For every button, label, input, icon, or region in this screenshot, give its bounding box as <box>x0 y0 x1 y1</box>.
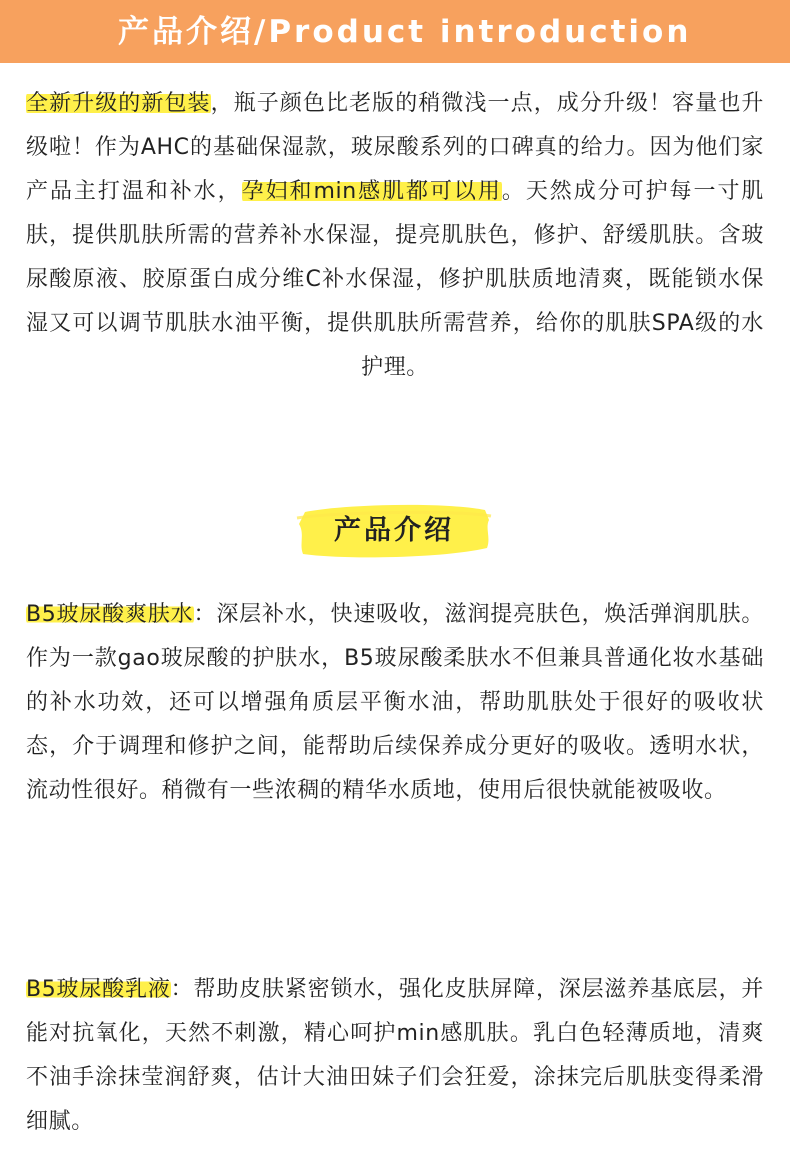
intro-paragraph <box>26 82 764 390</box>
product-name-emulsion: B5玻尿酸乳液 <box>26 977 171 1002</box>
product-separator-emulsion: ： <box>170 977 194 1002</box>
section-heading <box>295 498 493 564</box>
product-name-toner: B5玻尿酸爽肤水 <box>26 602 194 627</box>
section-heading-label: 产品介绍 <box>334 515 454 546</box>
product-description-toner: 深层补水，快速吸收，滋润提亮肤色，焕活弹润肌肤。作为一款gao玻尿酸的护肤水，B5玻尿酸柔肤水不但兼具普通化妆水基础的补水功效，还可以增强角质层平衡水油，帮助肌肤处于很好的吸收状态，介于调理和修护之间，能帮助后续保养成分更好的吸收。透明水状，流动性很好。稍微有一些浓稠的精华水质地，使用后很快就能被吸收。 <box>26 602 765 803</box>
header-bar <box>0 0 790 63</box>
intro-text-b: 。天然成分可护每一寸肌肤，提供肌肤所需的营养补水保湿，提亮肌肤色，修护、舒缓肌肤。含玻尿酸原液、胶原蛋白成分维C补水保湿，修护肌肤质地清爽，既能锁水保湿又可以调节肌肤水油平衡，提供肌肤所需营养，给你的肌肤SPA级的水护理。 <box>26 179 765 380</box>
header-title: 产品介绍/Product introduction <box>118 14 692 50</box>
product-description-emulsion: 帮助皮肤紧密锁水，强化皮肤屏障，深层滋养基底层，并能对抗氧化，天然不刺激，精心呵护min感肌肤。乳白色轻薄质地，清爽不油手涂抹莹润舒爽，估计大油田妹子们会狂爱，涂抹完后肌肤变得柔滑细腻。 <box>26 977 764 1134</box>
intro-text-a: ，瓶子颜色比老版的稍微浅一点，成分升级！容量也升级啦！作为AHC的基础保湿款，玻尿酸系列的口碑真的给力。因为他们家产品主打温和补水， <box>26 91 764 204</box>
product-block-toner <box>26 593 764 813</box>
product-block-emulsion <box>26 968 764 1144</box>
intro-highlight-new-packaging: 全新升级的新包装 <box>26 91 211 116</box>
product-separator-toner: ： <box>193 602 217 627</box>
intro-highlight-sensitive-skin: 孕妇和min感肌都可以用 <box>241 179 502 204</box>
